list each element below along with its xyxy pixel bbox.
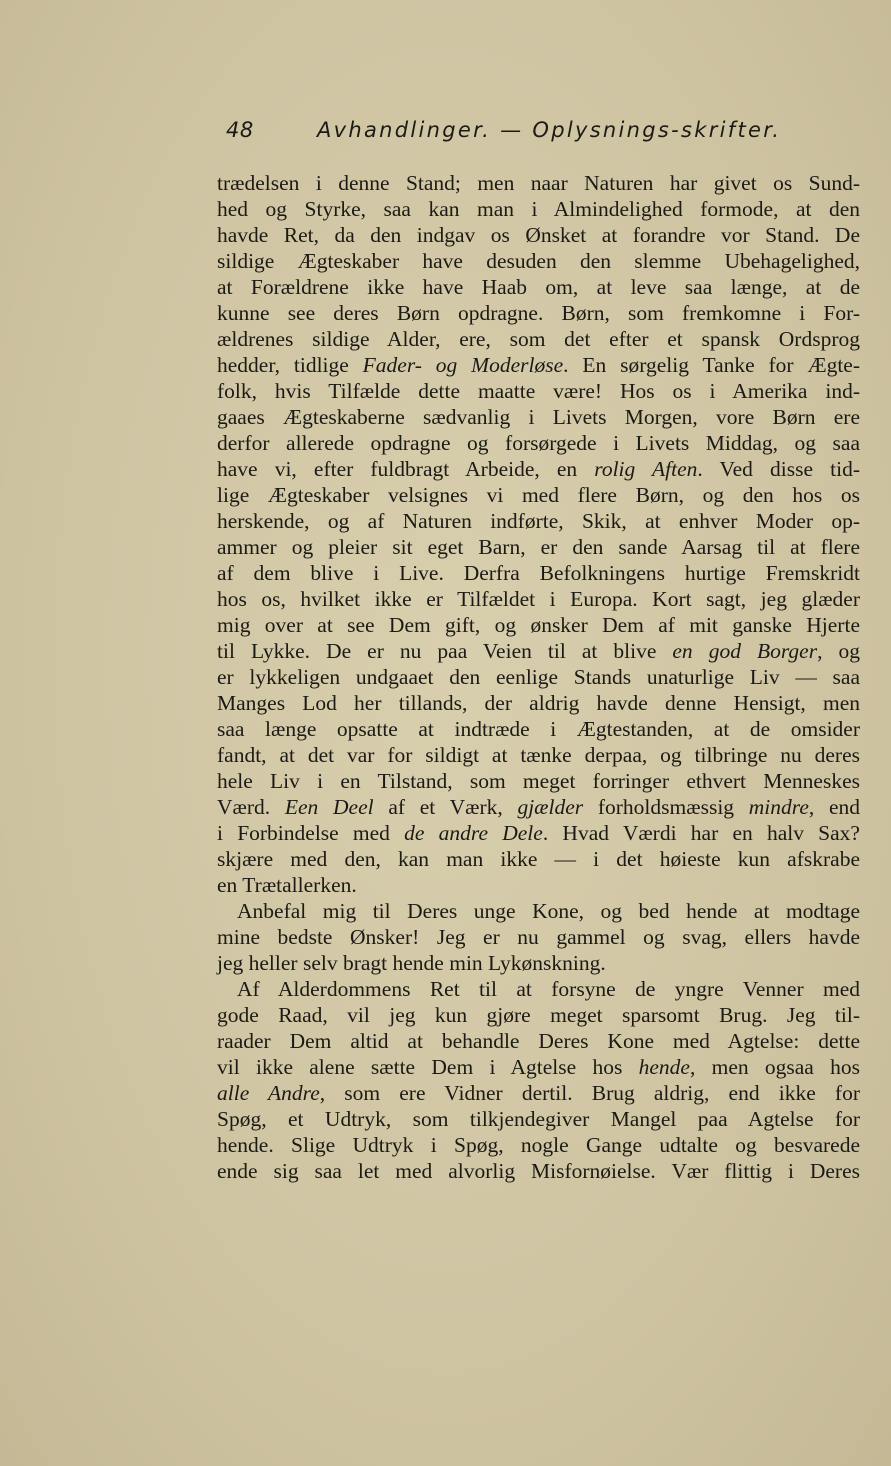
- text-line: [217, 1132, 860, 1158]
- text-line: [217, 950, 860, 976]
- italic-text-segment: hende: [638, 1055, 690, 1079]
- text-segment: en Trætallerken.: [217, 873, 357, 897]
- text-line: [217, 430, 860, 456]
- text-line: [217, 456, 860, 482]
- text-line: [217, 1106, 860, 1132]
- text-segment: mine bedste Ønsker! Jeg er nu gammel og svag, ellers havde: [217, 925, 860, 949]
- text-segment: Værd.: [217, 795, 285, 819]
- text-line: [217, 534, 860, 560]
- text-line: [217, 612, 860, 638]
- text-line: [217, 976, 860, 1002]
- running-header: [217, 118, 860, 148]
- text-line: [217, 170, 860, 196]
- text-line: [217, 898, 860, 924]
- text-segment: have vi, efter fuldbragt Arbeide, en: [217, 457, 595, 481]
- italic-text-segment: rolig Aften: [594, 457, 698, 481]
- text-segment: . En sørgelig Tanke for Ægte-: [563, 353, 860, 377]
- text-segment: , som ere Vidner dertil. Brug aldrig, end ikke for: [319, 1081, 860, 1105]
- text-line: [217, 222, 860, 248]
- text-line: [217, 742, 860, 768]
- text-segment: sildige Ægteskaber have desuden den slemme Ubehagelighed,: [217, 249, 860, 273]
- text-segment: kunne see deres Børn opdragne. Børn, som fremkomne i For-: [217, 301, 860, 325]
- text-line: [217, 196, 860, 222]
- text-segment: gaaes Ægteskaberne sædvanlig i Livets Morgen, vore Børn ere: [217, 405, 860, 429]
- text-segment: lige Ægteskaber velsignes vi med flere Børn, og den hos os: [217, 483, 860, 507]
- text-line: [217, 924, 860, 950]
- text-line: [217, 300, 860, 326]
- text-segment: i Forbindelse med: [217, 821, 405, 845]
- text-segment: herskende, og af Naturen indførte, Skik, at enhver Moder op-: [217, 509, 860, 533]
- italic-text-segment: Fader- og Moderløse: [362, 353, 564, 377]
- running-head-title: Avhandlinger. — Oplysnings-skrifter.: [317, 118, 782, 142]
- text-line: [217, 378, 860, 404]
- text-segment: hende. Slige Udtryk i Spøg, nogle Gange udtalte og besvarede: [217, 1133, 860, 1157]
- text-segment: gode Raad, vil jeg kun gjøre meget sparsomt Brug. Jeg til-: [217, 1003, 860, 1027]
- text-segment: til Lykke. De er nu paa Veien til at blive: [217, 639, 673, 663]
- page-number: 48: [226, 118, 254, 142]
- italic-text-segment: en god Borger: [672, 639, 818, 663]
- italic-text-segment: Een Deel: [284, 795, 374, 819]
- text-segment: . Hvad Værdi har en halv Sax?: [542, 821, 860, 845]
- text-segment: af dem blive i Live. Derfra Befolkningens hurtige Fremskridt: [217, 561, 860, 585]
- text-line: [217, 274, 860, 300]
- text-segment: hed og Styrke, saa kan man i Almindelighed formode, at den: [217, 197, 860, 221]
- text-line: [217, 248, 860, 274]
- italic-text-segment: mindre: [748, 795, 809, 819]
- text-segment: vil ikke alene sætte Dem i Agtelse hos: [217, 1055, 639, 1079]
- text-line: [217, 326, 860, 352]
- text-segment: Af Alderdommens Ret til at forsyne de yngre Venner med: [237, 977, 860, 1001]
- text-line: [217, 1054, 860, 1080]
- text-segment: folk, hvis Tilfælde dette maatte være! Hos os i Amerika ind-: [217, 379, 860, 403]
- text-segment: raader Dem altid at behandle Deres Kone med Agtelse: dette: [217, 1029, 860, 1053]
- text-line: [217, 1028, 860, 1054]
- text-line: [217, 586, 860, 612]
- text-segment: ældrenes sildige Alder, ere, som det efter et spansk Ordsprog: [217, 327, 860, 351]
- text-line: [217, 1002, 860, 1028]
- text-segment: ammer og pleier sit eget Barn, er den sande Aarsag til at flere: [217, 535, 860, 559]
- text-segment: hos os, hvilket ikke er Tilfældet i Europa. Kort sagt, jeg glæder: [217, 587, 860, 611]
- text-segment: er lykkeligen undgaaet den eenlige Stands unaturlige Liv — saa: [217, 665, 860, 689]
- text-line: [217, 768, 860, 794]
- italic-text-segment: alle Andre: [217, 1081, 320, 1105]
- text-line: [217, 638, 860, 664]
- text-line: [217, 716, 860, 742]
- text-line: [217, 1158, 860, 1184]
- text-segment: , men ogsaa hos: [689, 1055, 860, 1079]
- italic-text-segment: de andre Dele: [404, 821, 543, 845]
- text-segment: derfor allerede opdragne og forsørgede i Livets Middag, og saa: [217, 431, 860, 455]
- text-segment: saa længe opsatte at indtræde i Ægtestanden, at de omsider: [217, 717, 860, 741]
- text-line: [217, 560, 860, 586]
- text-line: [217, 1080, 860, 1106]
- text-segment: Anbefal mig til Deres unge Kone, og bed hende at modtage: [237, 899, 860, 923]
- text-segment: hedder, tidlige: [217, 353, 363, 377]
- italic-text-segment: gjælder: [517, 795, 584, 819]
- text-segment: af et Værk,: [373, 795, 518, 819]
- text-line: [217, 794, 860, 820]
- text-segment: , end: [808, 795, 861, 819]
- text-line: [217, 664, 860, 690]
- text-segment: havde Ret, da den indgav os Ønsket at forandre vor Stand. De: [217, 223, 860, 247]
- text-line: [217, 508, 860, 534]
- text-segment: Manges Lod her tillands, der aldrig havde denne Hensigt, men: [217, 691, 860, 715]
- text-line: [217, 482, 860, 508]
- text-segment: Spøg, et Udtryk, som tilkjendegiver Mangel paa Agtelse for: [217, 1107, 860, 1131]
- text-line: [217, 404, 860, 430]
- text-segment: forholdsmæssig: [583, 795, 749, 819]
- text-segment: fandt, at det var for sildigt at tænke derpaa, og tilbringe nu deres: [217, 743, 860, 767]
- text-line: [217, 690, 860, 716]
- text-segment: skjære med den, kan man ikke — i det høieste kun afskrabe: [217, 847, 860, 871]
- text-segment: mig over at see Dem gift, og ønsker Dem af mit ganske Hjerte: [217, 613, 860, 637]
- text-line: [217, 846, 860, 872]
- body-text: [217, 170, 860, 1184]
- text-segment: jeg heller selv bragt hende min Lykønskning.: [217, 951, 606, 975]
- text-line: [217, 820, 860, 846]
- text-segment: at Forældrene ikke have Haab om, at leve saa længe, at de: [217, 275, 860, 299]
- text-segment: ende sig saa let med alvorlig Misfornøielse. Vær flittig i Deres: [217, 1159, 860, 1183]
- text-segment: trædelsen i denne Stand; men naar Naturen har givet os Sund-: [217, 171, 860, 195]
- text-line: [217, 352, 860, 378]
- text-line: [217, 872, 860, 898]
- text-segment: , og: [817, 639, 861, 663]
- text-segment: . Ved disse tid-: [697, 457, 861, 481]
- text-segment: hele Liv i en Tilstand, som meget forringer ethvert Menneskes: [217, 769, 860, 793]
